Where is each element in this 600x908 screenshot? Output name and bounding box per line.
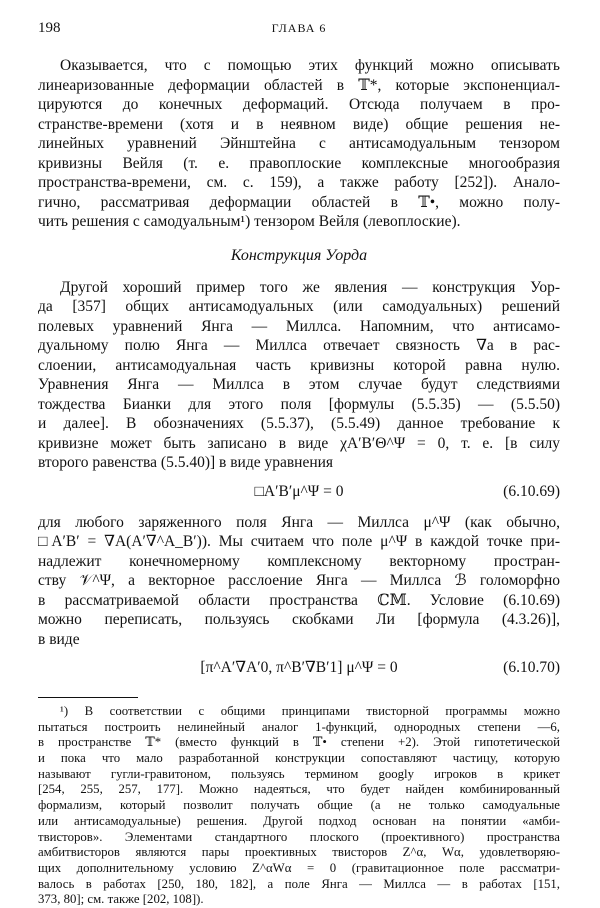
- text-line: слоении, антисамодуальная часть кривизны которой равна нулю.: [38, 356, 560, 374]
- text-line: цируются до конечных деформаций. Отсюда получаем в про-: [38, 96, 560, 113]
- footnote-line: или антисамодуальные) решения. Другой подход основан на понятии «амби-: [38, 813, 560, 828]
- footnote-line: твисторов». Элементами стандартного плоского (проективного) пространства: [38, 829, 560, 844]
- text-line: чить решения с самодуальным¹) тензором Вейля (левоплоские).: [38, 213, 461, 230]
- section-heading: Конструкция Уорда: [230, 246, 368, 264]
- footnote-line: валось в работах [250, 180, 182], а поле Янга — Миллса — в работах [151,: [38, 876, 560, 891]
- text-line: можно переписать, пользуясь скобками Ли [формула (4.3.26)],: [38, 611, 560, 628]
- text-line: второго равенства (5.5.40)] в виде уравнения: [38, 454, 334, 471]
- footnote-line: в пространстве 𝕋* (вместо функций в 𝕋• степени +2). Этой гипотетической: [38, 735, 560, 750]
- running-title: ГЛАВА 6: [271, 21, 327, 35]
- equation-6-10-69: [38, 477, 560, 507]
- text-line: Оказывается, что с помощью этих функций можно описывать: [60, 57, 560, 74]
- paragraph-2: [38, 278, 560, 473]
- text-line: кривизне может быть записано в виде χA′B′Θ^Ψ = 0, т. е. [в силу: [38, 434, 560, 452]
- text-line: надлежит конечномерному комплексному векторному простран-: [38, 552, 560, 570]
- footnote-line: амбитвисторов являются пары проективных твисторов Z^α, Wα, удовлетворяю-: [38, 845, 560, 860]
- text-line: пространства-времени, см. с. 159), а также работу [252]). Анало-: [38, 174, 560, 191]
- text-line: □A′B′ = ∇A(A′∇^A_B′)). Мы считаем что поле μ^Ψ в каждой точке при-: [38, 533, 560, 550]
- footnote-line: щих дополнительному условию Z^αWα = 0 (гравитационное поле рассматри-: [38, 860, 560, 875]
- text-line: линеаризованные деформации областей в 𝕋*, которые экспоненциал-: [38, 76, 560, 94]
- equation-6-10-70: [38, 653, 560, 683]
- footnote-line: пытаться построить нелинейный аналог 1-функций, однородных степени —6,: [38, 719, 560, 734]
- paragraph-1: [38, 56, 560, 232]
- text-line: да [357] общих антисамодуальных (или самодуальных) решений: [38, 298, 560, 315]
- equation-number: (6.10.69): [503, 482, 560, 500]
- footnote-line: называют гугли-гравитоном, пользуясь термином googly игроков в крикет: [38, 766, 560, 781]
- text-line: и далее]. В обозначениях (5.5.37), (5.5.49) данное требование к: [38, 415, 560, 432]
- text-line: ству 𝒱^Ψ, а векторное расслоение Янга — Миллса ℬ голоморфно: [38, 572, 560, 589]
- text-line: странстве-времени (хотя и в неявном виде) общие решения не-: [38, 115, 560, 133]
- footnote-line: [254, 255, 257, 177]. Можно надеяться, что будет найден комбинированный: [38, 782, 560, 797]
- text-line: в рассматриваемой области пространства ℂ𝕄. Условие (6.10.69): [38, 591, 560, 609]
- equation-expression: □A′B′μ^Ψ = 0: [254, 482, 344, 500]
- footnote-line: ¹) В соответствии с общими принципами твисторной программы можно: [60, 704, 560, 718]
- text-line: Уравнения Янга — Миллса в этом случае будут следствиями: [38, 376, 560, 393]
- text-line: дуальному полю Янга — Миллса отвечает связность ∇a в рас-: [38, 337, 560, 354]
- footnote-rule: [38, 697, 138, 698]
- page-number: 198: [38, 20, 61, 36]
- paragraph-3: [38, 513, 560, 650]
- text-line: Другой хороший пример того же явления — конструкция Уор-: [60, 278, 560, 296]
- footnote: [38, 704, 560, 908]
- footnote-line: формализм, который позволит получать общие (а не только самодуальные: [38, 798, 560, 813]
- text-line: в виде: [38, 630, 80, 648]
- page-body: [38, 56, 560, 908]
- text-line: кривизны Вейля (т. е. правоплоские комплексные многообразия: [38, 154, 560, 172]
- equation-expression: [π^A′∇A′0, π^B′∇B′1] μ^Ψ = 0: [200, 659, 398, 676]
- text-line: линейных уравнений Эйнштейна с антисамодуальным тензором: [38, 135, 560, 152]
- footnote-line: 373, 80]; см. также [202, 108]).: [38, 892, 204, 907]
- page-header: [38, 20, 560, 40]
- text-line: для любого заряженного поля Янга — Миллса μ^Ψ (как обычно,: [38, 513, 560, 531]
- text-line: гично, рассматривая деформации областей в 𝕋•, можно полу-: [38, 193, 560, 211]
- text-line: полевых уравнений Янга — Миллса. Напомним, что антисамо-: [38, 317, 560, 335]
- footnote-line: и пока что мало разработанной конструкции сопоставляют частицу, которую: [38, 751, 560, 766]
- equation-number: (6.10.70): [503, 659, 560, 676]
- text-line: тождества Бианки для этого поля [формулы (5.5.35) — (5.5.50): [38, 395, 560, 413]
